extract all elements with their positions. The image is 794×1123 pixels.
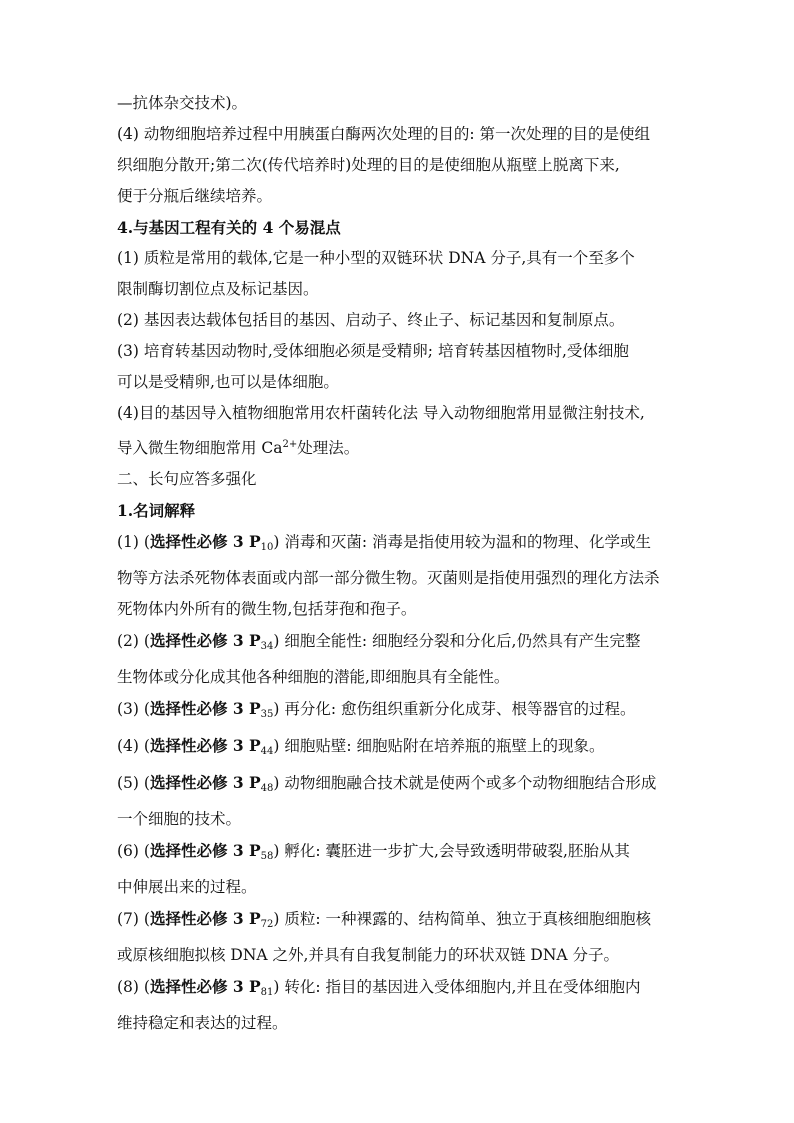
text-segment: ) 细胞全能性: 细胞经分裂和分化后,仍然具有产生完整 <box>273 632 641 650</box>
text-line: 生物体或分化成其他各种细胞的潜能,即细胞具有全能性。 <box>117 668 510 686</box>
text-segment: 导入微生物细胞常用 Ca <box>117 439 283 457</box>
text-line: (4)目的基因导入植物细胞常用农杆菌转化法 导入动物细胞常用显微注射技术, <box>117 404 645 422</box>
definition-line <box>117 730 679 767</box>
source-ref: 选择性必修 3 P <box>149 532 261 551</box>
page-subscript: 35 <box>260 709 274 720</box>
page-subscript: 48 <box>260 783 274 794</box>
text-line: (1) 质粒是常用的载体,它是一种小型的双链环状 DNA 分子,具有一个至多个 <box>117 249 635 267</box>
text-line: 物等方法杀死物体表面或内部一部分微生物。灭菌则是指使用强烈的理化方法杀 <box>117 569 660 587</box>
text-line: 限制酶切割位点及标记基因。 <box>117 280 319 298</box>
section-heading: 4.与基因工程有关的 4 个易混点 <box>117 218 341 237</box>
source-ref: 选择性必修 3 P <box>149 736 261 755</box>
text-segment: (6) ( <box>117 842 150 860</box>
text-segment: ) 转化: 指目的基因进入受体细胞内,并且在受体细胞内 <box>273 978 641 996</box>
text-segment: ) 再分化: 愈伤组织重新分化成芽、根等器官的过程。 <box>273 700 636 718</box>
document-body <box>117 88 679 1039</box>
text-segment: (2) ( <box>117 632 150 650</box>
text-line: —抗体杂交技术)。 <box>117 94 248 112</box>
text-segment: (7) ( <box>117 910 150 928</box>
text-segment: (5) ( <box>117 774 150 792</box>
definition-line <box>117 903 679 940</box>
superscript: 2+ <box>282 439 298 450</box>
definition-line <box>117 835 679 872</box>
source-ref: 选择性必修 3 P <box>149 841 261 860</box>
text-line: 一个细胞的技术。 <box>117 810 242 828</box>
section-heading: 二、长句应答多强化 <box>117 470 257 488</box>
text-segment: (1) ( <box>117 533 150 551</box>
source-ref: 选择性必修 3 P <box>149 699 261 718</box>
text-segment: (3) ( <box>117 700 150 718</box>
source-ref: 选择性必修 3 P <box>149 977 261 996</box>
page-subscript: 34 <box>260 641 274 652</box>
source-ref: 选择性必修 3 P <box>149 773 261 792</box>
text-segment: (8) ( <box>117 978 150 996</box>
text-line: 维持稳定和表达的过程。 <box>117 1014 288 1032</box>
source-ref: 选择性必修 3 P <box>149 909 261 928</box>
text-line: (4) 动物细胞培养过程中用胰蛋白酶两次处理的目的: 第一次处理的目的是使组 <box>117 125 651 143</box>
page-subscript: 10 <box>260 542 274 553</box>
text-segment: (4) ( <box>117 737 150 755</box>
definition-line <box>117 693 679 730</box>
text-line: 便于分瓶后继续培养。 <box>117 187 273 205</box>
text-segment: ) 孵化: 囊胚进一步扩大,会导致透明带破裂,胚胎从其 <box>273 842 630 860</box>
source-ref: 选择性必修 3 P <box>149 631 261 650</box>
text-segment: 处理法。 <box>297 439 360 457</box>
page-subscript: 72 <box>260 919 274 930</box>
page-subscript: 44 <box>260 746 274 757</box>
definition-line <box>117 971 679 1008</box>
text-line: 可以是受精卵,也可以是体细胞。 <box>117 373 339 391</box>
text-line: 死物体内外所有的微生物,包括芽孢和孢子。 <box>117 600 417 618</box>
page-subscript: 58 <box>260 851 274 862</box>
definition-line <box>117 625 679 662</box>
text-segment: ) 消毒和灭菌: 消毒是指使用较为温和的物理、化学或生 <box>273 533 652 551</box>
text-segment: ) 质粒: 一种裸露的、结构简单、独立于真核细胞细胞核 <box>273 910 652 928</box>
text-segment: ) 动物细胞融合技术就是使两个或多个动物细胞结合形成 <box>273 774 657 792</box>
text-line: (3) 培育转基因动物时,受体细胞必须是受精卵; 培育转基因植物时,受体细胞 <box>117 342 629 360</box>
text-segment: ) 细胞贴壁: 细胞贴附在培养瓶的瓶壁上的现象。 <box>273 737 605 755</box>
page-subscript: 81 <box>260 987 274 998</box>
definition-line <box>117 767 679 804</box>
text-line: 中伸展出来的过程。 <box>117 878 257 896</box>
text-line <box>117 429 679 464</box>
definition-line <box>117 526 679 563</box>
text-line: 或原核细胞拟核 DNA 之外,并具有自我复制能力的环状双链 DNA 分子。 <box>117 946 620 964</box>
text-line: (2) 基因表达载体包括目的基因、启动子、终止子、标记基因和复制原点。 <box>117 311 625 329</box>
subsection-heading: 1.名词解释 <box>117 501 196 520</box>
text-line: 织细胞分散开;第二次(传代培养时)处理的目的是使细胞从瓶壁上脱离下来, <box>117 156 620 174</box>
